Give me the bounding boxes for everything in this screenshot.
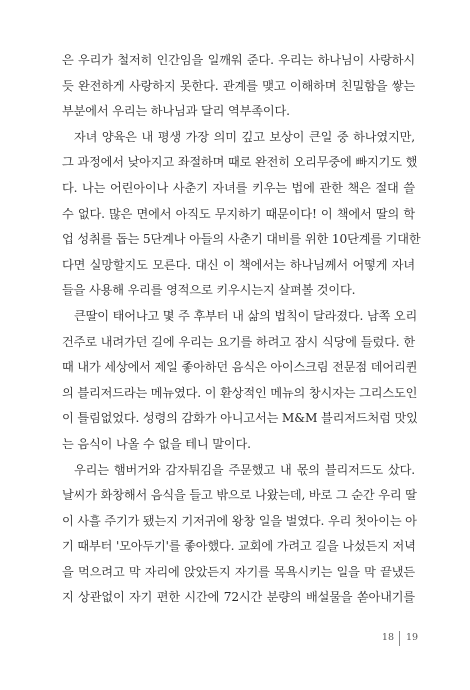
text-line: 우리는 햄버거와 감자튀김을 주문했고 내 몫의 블리저드도 샀다. bbox=[74, 462, 415, 477]
text-line: 때 내가 세상에서 제일 좋아하던 음식은 아이스크림 전문점 데어리퀸 bbox=[62, 360, 418, 375]
paragraph-1 bbox=[62, 48, 415, 125]
text-line: 이 틀림없었다. 성령의 감화가 아니고서는 M&M 블리저드처럼 맛있 bbox=[62, 411, 418, 426]
page-number-left: 18 bbox=[381, 632, 394, 643]
text-line: 듯 완전하게 사랑하지 못한다. 관계를 맺고 이해하며 친밀함을 쌓는 bbox=[62, 78, 415, 93]
text-line: 다. 나는 어린아이나 사춘기 자녀를 키우는 법에 관한 책은 절대 쓸 bbox=[62, 180, 415, 195]
text-line: 부분에서 우리는 하나님과 달리 역부족이다. bbox=[62, 104, 290, 119]
text-line: 다면 실망할지도 모른다. 대신 이 책에서는 하나님께서 어떻게 자녀 bbox=[62, 257, 415, 272]
text-line: 수 없다. 많은 면에서 아직도 무지하기 때문이다! 이 책에서 딸의 학 bbox=[62, 206, 415, 221]
text-line: 을 먹으려고 막 자리에 앉았든지 자기를 목욕시키는 일을 막 끝냈든 bbox=[62, 564, 415, 579]
page-folio bbox=[0, 631, 470, 647]
text-line: 큰딸이 태어나고 몇 주 후부터 내 삶의 법칙이 달라졌다. 남쪽 오리 bbox=[74, 308, 418, 323]
page-number-right: 19 bbox=[406, 632, 419, 643]
text-line: 들을 사용해 우리를 영적으로 키우시는지 살펴볼 것이다. bbox=[62, 283, 356, 298]
text-line: 건주로 내려가던 길에 우리는 요기를 하려고 잠시 식당에 들렀다. 한 bbox=[62, 334, 415, 349]
paragraph-3 bbox=[62, 304, 418, 458]
text-line: 는 음식이 나올 수 없을 테니 말이다. bbox=[62, 436, 251, 451]
paragraph-4 bbox=[62, 458, 415, 612]
book-page-body bbox=[62, 48, 421, 611]
text-line: 이 사흘 주기가 됐는지 기저귀에 왕창 일을 벌였다. 우리 첫아이는 아 bbox=[62, 513, 417, 528]
text-line: 자녀 양육은 내 평생 가장 의미 깊고 보상이 큰일 중 하나였지만, bbox=[74, 129, 415, 144]
folio-divider bbox=[399, 631, 400, 646]
text-line: 그 과정에서 낮아지고 좌절하며 때로 완전히 오리무중에 빠지기도 했 bbox=[62, 155, 418, 170]
text-line: 업 성취를 돕는 5단계나 아들의 사춘기 대비를 위한 10단계를 기대한 bbox=[62, 232, 421, 247]
paragraph-2 bbox=[62, 125, 421, 304]
text-line: 지 상관없이 자기 편한 시간에 72시간 분량의 배설물을 쏟아내기를 bbox=[62, 590, 415, 605]
text-line: 날씨가 화창해서 음식을 들고 밖으로 나왔는데, 바로 그 순간 우리 딸 bbox=[62, 488, 417, 503]
text-line: 기 때부터 '모아두기'를 좋아했다. 교회에 가려고 길을 나섰든지 저녁 bbox=[62, 539, 416, 554]
text-line: 은 우리가 철저히 인간임을 일깨워 준다. 우리는 하나님이 사랑하시 bbox=[62, 53, 415, 67]
text-line: 의 블리저드라는 메뉴였다. 이 환상적인 메뉴의 창시자는 그리스도인 bbox=[62, 385, 418, 400]
